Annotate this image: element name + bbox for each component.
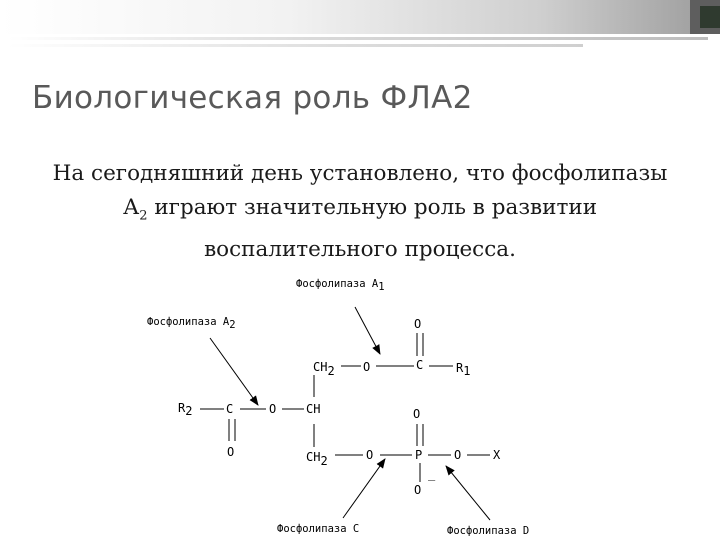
atom-p: P (415, 448, 423, 462)
atom-ch2-top: CH2 (313, 360, 335, 378)
slide-title: Биологическая роль ФЛА2 (32, 80, 473, 116)
atom-c-middle: C (226, 402, 234, 416)
atom-r1: R1 (456, 361, 471, 378)
label-phospholipase-d: Фосфолипаза D (447, 525, 530, 537)
atom-c-top: C (416, 358, 424, 372)
atom-o-phosphate-top: O (413, 407, 421, 421)
label-phospholipase-c: Фосфолипаза С (277, 523, 360, 535)
label-phospholipase-a1: Фосфолипаза А1 (296, 278, 385, 293)
arrow-c (343, 459, 385, 518)
arrow-a1 (355, 307, 380, 354)
atom-o-carbonyl-top: O (414, 317, 422, 331)
body-text-part1: На сегодняшний день установлено, что фосфолипазы А (52, 161, 668, 220)
atom-x: X (493, 448, 501, 462)
charge-minus: _ (428, 467, 436, 481)
label-phospholipase-a2: Фосфолипаза А2 (147, 316, 236, 331)
body-text-subscript: 2 (139, 208, 148, 224)
atom-o-phosphate-right: O (454, 448, 462, 462)
arrow-d (446, 466, 490, 520)
arrow-a2 (210, 338, 258, 405)
atom-ch-middle: CH (306, 402, 321, 416)
atom-o-phosphate-bottom: O (414, 483, 422, 497)
atom-o-phosphate-left: O (366, 448, 374, 462)
atom-ch2-bottom: CH2 (306, 450, 328, 468)
atom-r2: R2 (178, 401, 193, 418)
atom-o-carbonyl-middle: O (227, 445, 235, 459)
atom-o-ester-middle: O (269, 402, 277, 416)
atom-o-ester-top: O (363, 360, 371, 374)
body-text-part2: играют значительную роль в развитии воспалительного процесса. (147, 195, 598, 263)
